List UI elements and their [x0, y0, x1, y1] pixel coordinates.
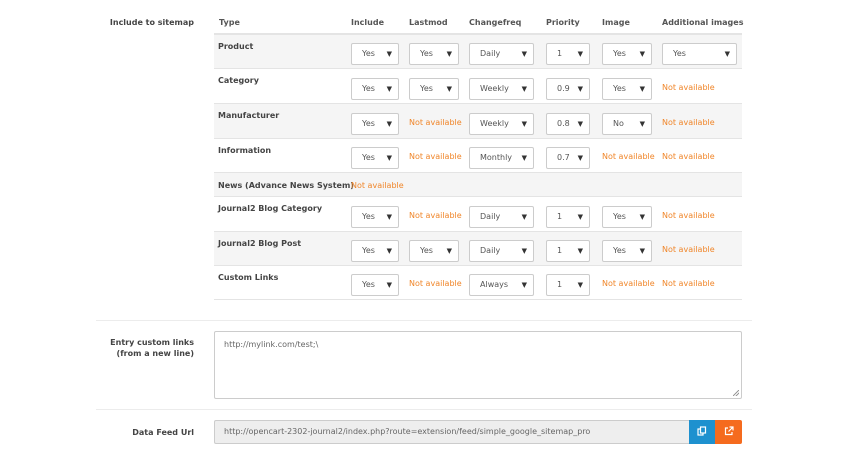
not-available-text: Not available	[409, 117, 462, 127]
select-value: Yes	[613, 83, 626, 93]
changefreq-select[interactable]	[469, 113, 534, 135]
col-include: Include	[351, 18, 385, 27]
row-type-label: Journal2 Blog Post	[218, 239, 302, 248]
select-value: Yes	[362, 83, 375, 93]
select-value: Yes	[613, 246, 626, 255]
select-value: 1	[557, 49, 563, 58]
image-select[interactable]	[602, 78, 652, 100]
caret-down-icon: ▼	[577, 119, 583, 128]
include-select[interactable]	[351, 43, 399, 65]
priority-select[interactable]	[546, 206, 590, 228]
select-value: Yes	[673, 49, 686, 58]
select-value: Daily	[480, 49, 501, 58]
image-select[interactable]	[602, 206, 652, 228]
not-available-text: Not available	[602, 279, 655, 288]
col-lastmod: Lastmod	[409, 18, 448, 27]
caret-down-icon: ▼	[521, 154, 527, 162]
select-value: Weekly	[480, 118, 509, 128]
caret-down-icon: ▼	[639, 212, 645, 221]
include-to-sitemap-label: Include to sitemap	[109, 18, 194, 27]
select-value: Yes	[613, 49, 626, 58]
custom-links-textarea[interactable]	[214, 331, 742, 399]
entry-custom-links-line2: (from a new line)	[116, 349, 194, 358]
caret-down-icon: ▼	[577, 50, 583, 58]
col-priority: Priority	[546, 18, 580, 27]
not-available-text: Not available	[662, 82, 715, 92]
select-value: 0.8	[557, 118, 570, 128]
table-row	[214, 34, 742, 69]
not-available-text: Not available	[351, 181, 404, 190]
caret-down-icon: ▼	[639, 84, 645, 93]
not-available-text: Not available	[662, 210, 715, 220]
col-image: Image	[602, 18, 630, 27]
changefreq-select[interactable]	[469, 274, 534, 296]
row-type-label: Product	[218, 42, 254, 51]
caret-down-icon: ▼	[639, 247, 645, 255]
caret-down-icon: ▼	[386, 50, 392, 58]
priority-select[interactable]	[546, 147, 590, 169]
resize-handle-icon[interactable]	[733, 390, 739, 396]
include-select[interactable]	[351, 113, 399, 135]
not-available-text: Not available	[409, 279, 462, 288]
row-type-label: Custom Links	[218, 273, 279, 282]
select-value: Yes	[362, 280, 375, 289]
changefreq-select[interactable]	[469, 78, 534, 100]
table-row	[214, 103, 742, 139]
caret-down-icon: ▼	[386, 154, 392, 162]
caret-down-icon: ▼	[577, 212, 583, 221]
external-link-icon	[724, 426, 734, 436]
changefreq-select[interactable]	[469, 206, 534, 228]
caret-down-icon: ▼	[577, 84, 583, 93]
caret-down-icon: ▼	[521, 281, 527, 289]
select-value: 0.9	[557, 83, 570, 93]
changefreq-select[interactable]	[469, 240, 534, 262]
col-changefreq: Changefreq	[469, 18, 522, 27]
priority-select[interactable]	[546, 274, 590, 296]
caret-down-icon: ▼	[577, 154, 583, 162]
select-value: Always	[480, 280, 509, 289]
caret-down-icon: ▼	[639, 50, 645, 58]
caret-down-icon: ▼	[386, 119, 392, 128]
caret-down-icon: ▼	[521, 212, 527, 221]
image-select[interactable]	[602, 113, 652, 135]
caret-down-icon: ▼	[521, 119, 527, 128]
not-available-text: Not available	[409, 152, 462, 161]
open-url-button[interactable]	[715, 420, 742, 444]
table-row	[214, 231, 742, 266]
caret-down-icon: ▼	[521, 50, 527, 58]
select-value: Yes	[420, 246, 433, 255]
include-select[interactable]	[351, 147, 399, 169]
copy-url-button[interactable]	[689, 420, 715, 444]
include-select[interactable]	[351, 274, 399, 296]
caret-down-icon: ▼	[577, 281, 583, 289]
row-type-label: Category	[218, 76, 259, 85]
include-select[interactable]	[351, 206, 399, 228]
priority-select[interactable]	[546, 240, 590, 262]
priority-select[interactable]	[546, 78, 590, 100]
table-row	[214, 172, 742, 197]
caret-down-icon: ▼	[386, 84, 392, 93]
not-available-text: Not available	[662, 117, 715, 127]
not-available-text: Not available	[602, 152, 655, 161]
caret-down-icon: ▼	[446, 247, 452, 255]
entry-custom-links-line1: Entry custom links	[110, 338, 194, 347]
not-available-text: Not available	[662, 152, 715, 161]
include-select[interactable]	[351, 240, 399, 262]
select-value: 1	[557, 211, 563, 221]
select-value: Yes	[420, 83, 433, 93]
select-value: 0.7	[557, 153, 570, 162]
caret-down-icon: ▼	[386, 247, 392, 255]
select-value: Yes	[362, 246, 375, 255]
lastmod-select[interactable]	[409, 78, 459, 100]
select-value: Yes	[362, 211, 375, 221]
priority-select[interactable]	[546, 43, 590, 65]
col-type: Type	[219, 18, 240, 27]
row-type-label: News (Advance News System)	[218, 181, 354, 190]
not-available-text: Not available	[662, 245, 715, 254]
select-value: 1	[557, 280, 563, 289]
not-available-text: Not available	[662, 279, 715, 288]
caret-down-icon: ▼	[577, 247, 583, 255]
row-type-label: Manufacturer	[218, 111, 280, 120]
image-select[interactable]	[602, 43, 652, 65]
caret-down-icon: ▼	[446, 84, 452, 93]
select-value: Weekly	[480, 83, 509, 93]
include-select[interactable]	[351, 78, 399, 100]
lastmod-select[interactable]	[409, 43, 459, 65]
select-value: Daily	[480, 246, 501, 255]
data-feed-url-input[interactable]: http://opencart-2302-journal2/index.php?route=extension/feed/simple_google_sitemap_pro	[214, 420, 689, 444]
caret-down-icon: ▼	[724, 50, 730, 58]
caret-down-icon: ▼	[446, 50, 452, 58]
additional-select[interactable]	[662, 43, 737, 65]
custom-links-value: http://mylink.com/test;\	[224, 340, 319, 349]
table-row	[214, 196, 742, 232]
row-type-label: Journal2 Blog Category	[218, 204, 323, 213]
select-value: No	[613, 118, 624, 128]
table-row	[214, 265, 742, 300]
row-type-label: Information	[218, 146, 272, 155]
select-value: 1	[557, 246, 563, 255]
select-value: Yes	[362, 153, 375, 162]
select-value: Monthly	[480, 153, 513, 162]
changefreq-select[interactable]	[469, 147, 534, 169]
caret-down-icon: ▼	[386, 281, 392, 289]
entry-custom-links-label	[100, 337, 194, 359]
select-value: Yes	[362, 49, 375, 58]
lastmod-select[interactable]	[409, 240, 459, 262]
select-value: Yes	[362, 118, 375, 128]
caret-down-icon: ▼	[386, 212, 392, 221]
priority-select[interactable]	[546, 113, 590, 135]
data-feed-url-label: Data Feed Url	[132, 428, 194, 437]
table-row	[214, 68, 742, 104]
caret-down-icon: ▼	[521, 84, 527, 93]
col-additional-images: Additional images	[662, 18, 744, 27]
select-value: Yes	[613, 211, 626, 221]
changefreq-select[interactable]	[469, 43, 534, 65]
caret-down-icon: ▼	[521, 247, 527, 255]
select-value: Daily	[480, 211, 501, 221]
caret-down-icon: ▼	[639, 119, 645, 128]
not-available-text: Not available	[409, 210, 462, 220]
image-select[interactable]	[602, 240, 652, 262]
table-row	[214, 138, 742, 173]
select-value: Yes	[420, 49, 433, 58]
copy-icon	[697, 426, 707, 436]
